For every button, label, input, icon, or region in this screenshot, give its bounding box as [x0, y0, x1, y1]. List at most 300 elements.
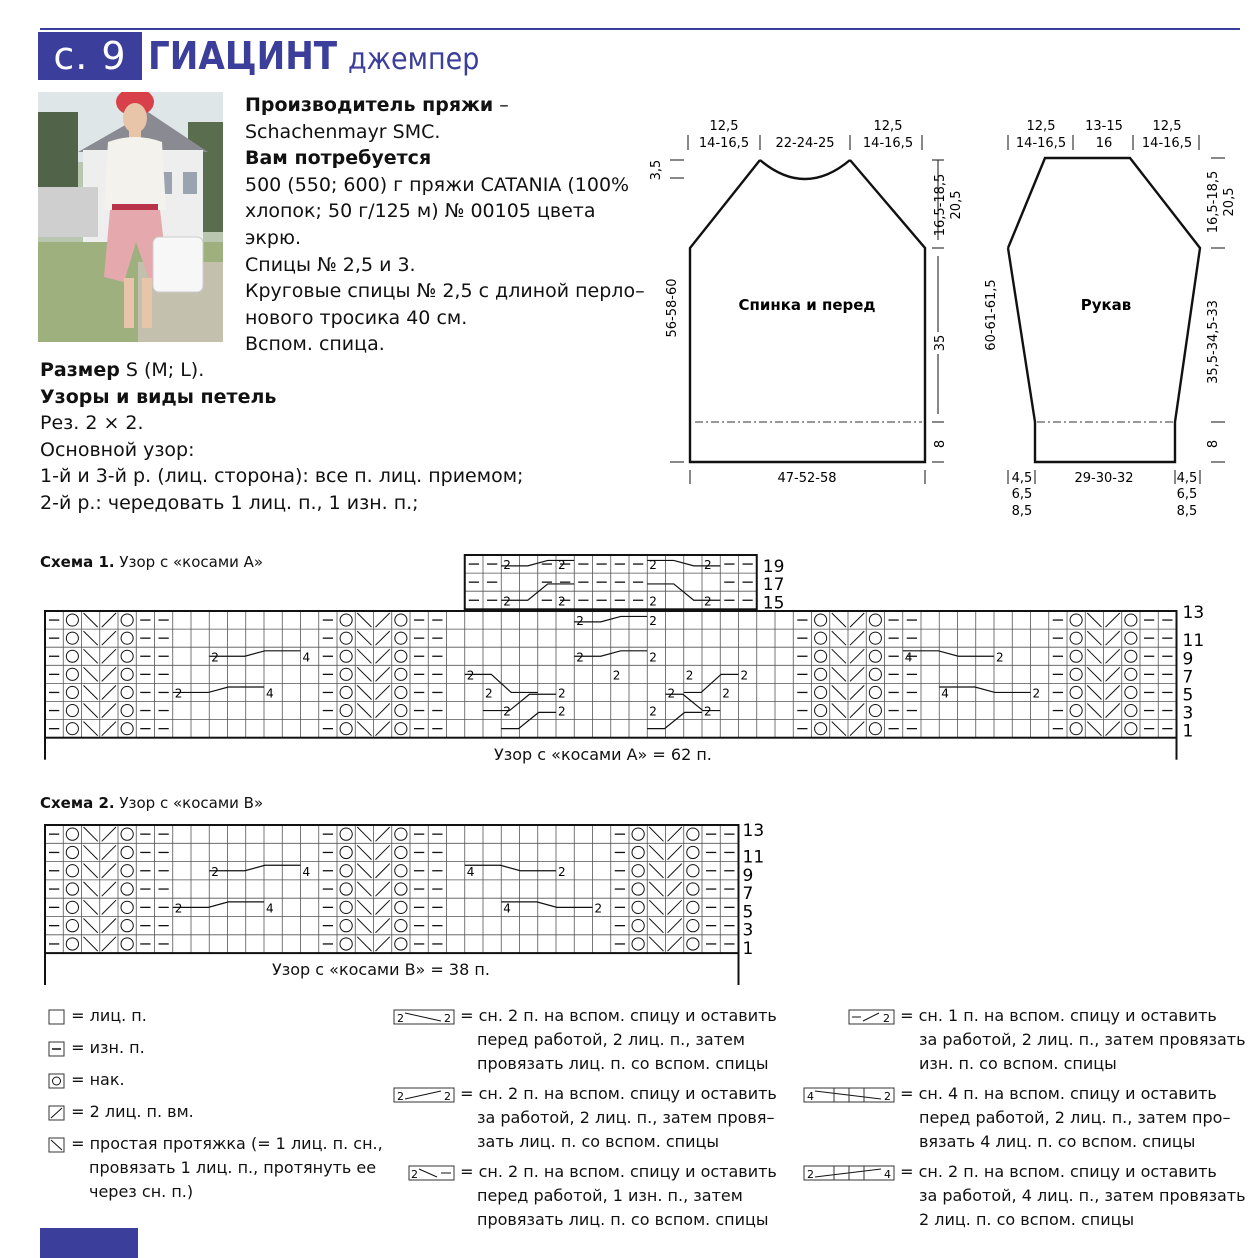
k2tog-mark [376, 704, 390, 718]
cable-count-label: 4 [302, 864, 311, 879]
yarn-over-mark [66, 723, 78, 735]
yarn-over-mark [1125, 650, 1137, 662]
k2tog-mark [1106, 649, 1120, 663]
skp-mark [357, 649, 371, 663]
skp-mark [649, 919, 663, 933]
yarn-over-mark [815, 650, 827, 662]
yarn-over-mark [1070, 650, 1082, 662]
yarn-over-mark [632, 920, 644, 932]
yarn-over-mark [340, 865, 352, 877]
legend-skp: провязать 1 лиц. п., протянуть ее [89, 1158, 377, 1177]
skp-mark [84, 685, 98, 699]
need-line: Вспом. спица. [245, 333, 385, 356]
cable-count-label: 2 [740, 668, 749, 683]
need-line: хлопок; 50 г/125 м) № 00105 цвета [245, 200, 596, 223]
k2tog-mark [850, 704, 864, 718]
yarn-over-mark [121, 686, 133, 698]
row-number: 13 [1182, 603, 1205, 624]
yarn-over-mark [395, 686, 407, 698]
skp-mark [84, 631, 98, 645]
dim-text: 14-16,5 [1015, 136, 1067, 151]
k2tog-mark [102, 613, 116, 627]
row-number: 9 [742, 865, 754, 886]
yarn-over-mark [66, 846, 78, 858]
yarn-over-mark [340, 686, 352, 698]
need-label: Вам потребуется [245, 147, 432, 170]
dim-text: 3,5 [649, 159, 664, 181]
dim-text: 8 [933, 439, 948, 449]
yarn-over-mark [121, 723, 133, 735]
cable-4-2-front-icon [803, 1087, 895, 1103]
k2tog-mark [102, 649, 116, 663]
yarn-over-mark [1125, 614, 1137, 626]
dim-text: 47-52-58 [777, 471, 837, 486]
yarn-over-mark [1070, 668, 1082, 680]
yarn-over-mark [66, 705, 78, 717]
yarn-over-mark [632, 901, 644, 913]
dim-text: 20,5 [1222, 187, 1237, 217]
dim-text: 16,5-18,5 [1206, 170, 1221, 234]
k2tog-mark [102, 919, 116, 933]
k2tog-mark [1106, 722, 1120, 736]
dim-text: 8 [1206, 439, 1221, 449]
yarn-over-mark [340, 668, 352, 680]
dim-text: 16 [1095, 136, 1113, 151]
yarn-over-mark [121, 650, 133, 662]
dim-text: 60-61-61,5 [984, 279, 999, 351]
materials-block [245, 92, 645, 358]
k2tog-mark [102, 631, 116, 645]
k2tog-mark [668, 827, 682, 841]
size-label: Размер [40, 359, 120, 381]
yarn-over-mark [395, 723, 407, 735]
cable-count-label: 2 [594, 901, 603, 916]
dim-text: 6,5 [1176, 487, 1198, 502]
dim-text: 13-15 [1085, 119, 1123, 134]
yarn-over-mark [632, 828, 644, 840]
yarn-over-mark [869, 686, 881, 698]
cable-count-label: 2 [174, 901, 183, 916]
row-number: 19 [762, 557, 785, 578]
skp-mark [1087, 722, 1101, 736]
dim-text: 14-16,5 [1141, 136, 1193, 151]
k2tog-mark [376, 722, 390, 736]
skp-mark [84, 667, 98, 681]
skp-mark [1087, 667, 1101, 681]
k2tog-mark [376, 845, 390, 859]
header-rule [40, 28, 1240, 30]
skp-mark [357, 937, 371, 951]
yarn-label: Производитель пряжи [245, 94, 494, 116]
schema2-caption: Узор с «косами В» = 38 п. [272, 960, 490, 979]
cable-count-label: 2 [576, 614, 584, 629]
cable-count-label: 2 [211, 864, 219, 879]
body-schematic [640, 110, 980, 530]
row-number: 5 [742, 902, 754, 923]
pattern-line: 1-й и 3-й р. (лиц. сторона): все п. лиц. приемом; [40, 465, 524, 488]
skp-mark [357, 900, 371, 914]
skp-mark [832, 631, 846, 645]
yarn-over-mark [340, 920, 352, 932]
skp-mark [84, 704, 98, 718]
skp-mark [649, 900, 663, 914]
k2tog-mark [1106, 685, 1120, 699]
need-line: нового тросика 40 см. [245, 306, 468, 329]
k2tog-mark [102, 704, 116, 718]
yarn-over-mark [632, 883, 644, 895]
svg-text:4: 4 [807, 1089, 814, 1103]
page-label: с. 9 [38, 32, 142, 80]
k2tog-mark [376, 649, 390, 663]
dim-text: 8,5 [1176, 504, 1198, 519]
yarn-over-mark [340, 705, 352, 717]
cable-2-4-back-icon [803, 1165, 895, 1181]
skp-mark [832, 667, 846, 681]
yarn-over-mark [395, 614, 407, 626]
cable-count-label: 2 [704, 594, 712, 609]
skp-mark [832, 685, 846, 699]
dim-text: 35 [933, 334, 948, 352]
purl-icon [48, 1041, 66, 1057]
k2tog-mark [102, 882, 116, 896]
yarn-over-mark [869, 723, 881, 735]
k2tog-mark [376, 613, 390, 627]
yarn-over-mark [687, 901, 699, 913]
skp-mark [84, 937, 98, 951]
cable-mark [173, 687, 264, 692]
cable-2-2-front-icon [393, 1009, 455, 1025]
skp-mark [84, 882, 98, 896]
yarn-over-mark [121, 614, 133, 626]
k2tog-mark [376, 685, 390, 699]
dim-text: 29-30-32 [1074, 471, 1134, 486]
page-number-tab [40, 1228, 138, 1258]
yarn-over-mark [395, 883, 407, 895]
cable-count-label: 2 [667, 686, 676, 701]
yarn-over-mark [340, 901, 352, 913]
cable-count-label: 2 [722, 686, 730, 701]
svg-text:2: 2 [884, 1089, 891, 1103]
row-number: 11 [742, 847, 765, 868]
yarn-over-mark [815, 723, 827, 735]
schema1-caption: Узор с «косами А» = 62 п. [494, 745, 712, 764]
patterns-label: Узоры и виды петель [40, 385, 277, 408]
k2tog-mark [102, 685, 116, 699]
skp-mark [84, 613, 98, 627]
yarn-over-mark [66, 901, 78, 913]
dim-text: 22-24-25 [775, 136, 835, 151]
yarn-over-mark [395, 705, 407, 717]
dim-text: 12,5 [709, 119, 739, 134]
yarn-over-mark [66, 828, 78, 840]
yarn-over-mark [121, 632, 133, 644]
legend-yo: = нак. [71, 1070, 125, 1089]
yarn-over-mark [1125, 705, 1137, 717]
yarn-over-mark [66, 938, 78, 950]
title-sub: джемпер [348, 42, 480, 77]
k2tog-mark [1106, 631, 1120, 645]
k2tog-mark [850, 613, 864, 627]
yarn-over-mark [869, 614, 881, 626]
row-number: 11 [1182, 631, 1205, 652]
cable-mark [903, 651, 994, 656]
legend-skp: через сн. п.) [89, 1182, 194, 1201]
skp-mark [357, 685, 371, 699]
yarn-over-mark [340, 883, 352, 895]
legend-col-3: 2 = сн. 1 п. на вспом. спицу и оставить за работой, 2 лиц. п., затем провязать изн. п. со вспом. спицы 4 2 = сн. 4 п. на вспом. спицу и оставить перед работой, 2 лиц. п., затем про– вязать 4 лиц. п. со вспом. спицы 2 4 = сн. 2 п. на вспом. спицу и оставить за работой, 4 лиц. п., затем провязать 2 лиц. п. со вспом. спицы [803, 1004, 1253, 1232]
k2tog-mark [1106, 613, 1120, 627]
yarn-over-mark [340, 632, 352, 644]
yarn-over-mark [121, 668, 133, 680]
yarn-value: – Schachenmayr SMC. [245, 94, 509, 143]
yarn-over-mark [395, 865, 407, 877]
cable-count-label: 2 [503, 704, 511, 719]
cable-count-label: 2 [174, 686, 183, 701]
cable-count-label: 4 [266, 901, 274, 916]
yarn-over-mark [687, 828, 699, 840]
yarn-over-mark [1125, 723, 1137, 735]
cable-mark [501, 902, 592, 907]
yarn-over-mark [632, 865, 644, 877]
need-line: Спицы № 2,5 и 3. [245, 253, 416, 276]
yarn-over-mark [1070, 632, 1082, 644]
cable-count-label: 4 [466, 864, 475, 879]
skp-mark [1087, 613, 1101, 627]
k2tog-mark [102, 937, 116, 951]
yarn-over-mark [395, 920, 407, 932]
yarn-over-mark [815, 668, 827, 680]
skp-mark [1087, 685, 1101, 699]
knit-icon [48, 1009, 66, 1025]
skp-mark [84, 864, 98, 878]
legend-col-1 [48, 1004, 388, 1204]
cable-2-1-front-icon [393, 1165, 455, 1181]
cable-count-label: 4 [503, 901, 511, 916]
dim-text: 4,5 [1176, 471, 1198, 486]
k2tog-mark [376, 631, 390, 645]
cable-mark [939, 687, 1030, 692]
skp-mark [84, 827, 98, 841]
yarn-over-mark [121, 938, 133, 950]
row-number: 7 [1182, 667, 1194, 688]
title-main: ГИАЦИНТ [148, 34, 338, 78]
size-value: S (M; L). [119, 359, 205, 381]
row-number: 1 [742, 938, 754, 959]
k2tog-mark [1106, 704, 1120, 718]
k2tog-mark [376, 827, 390, 841]
yarn-over-mark [687, 938, 699, 950]
skp-mark [357, 845, 371, 859]
yarn-over-mark [66, 920, 78, 932]
yarn-over-mark [395, 668, 407, 680]
yarn-over-mark [66, 668, 78, 680]
yarn-over-mark [340, 650, 352, 662]
yarn-over-mark [395, 828, 407, 840]
yarn-over-mark [340, 828, 352, 840]
yarn-over-mark [687, 920, 699, 932]
yarn-over-mark [340, 846, 352, 858]
cable-mark [209, 865, 300, 870]
yarn-over-mark [1070, 723, 1082, 735]
pattern-line: Основной узор: [40, 438, 195, 461]
skp-mark [357, 827, 371, 841]
yarn-over-mark [66, 650, 78, 662]
yarn-over-mark [340, 723, 352, 735]
k2tog-mark [102, 864, 116, 878]
cable-count-label: 4 [941, 686, 949, 701]
skp-mark [357, 704, 371, 718]
k2tog-mark [850, 722, 864, 736]
k2tog-mark [668, 882, 682, 896]
yarn-over-mark [815, 614, 827, 626]
yarn-over-mark [121, 828, 133, 840]
yarn-over-mark [1125, 632, 1137, 644]
skp-mark [357, 631, 371, 645]
yarn-over-mark [395, 938, 407, 950]
row-number: 3 [742, 920, 754, 941]
cable-count-label: 2 [558, 686, 566, 701]
yarn-over-mark [1125, 668, 1137, 680]
schema2-title: Схема 2. Узор с «косами В» [40, 794, 264, 812]
size-patterns-block [40, 357, 640, 517]
yarn-over-mark [1070, 705, 1082, 717]
yarn-over-mark [121, 920, 133, 932]
sleeve-schematic [975, 110, 1255, 530]
dim-text: 16,5-18,5 [933, 173, 948, 237]
cable-count-label: 2 [649, 614, 657, 629]
yarn-over-mark [869, 650, 881, 662]
cable-count-label: 2 [1032, 686, 1041, 701]
yarn-over-icon [48, 1073, 66, 1089]
need-line: экрю. [245, 226, 301, 249]
svg-text:4: 4 [884, 1167, 891, 1181]
yarn-over-mark [815, 632, 827, 644]
k2tog-mark [376, 864, 390, 878]
pattern-line: Рез. 2 × 2. [40, 412, 144, 435]
yarn-over-mark [121, 705, 133, 717]
k2tog-mark [1106, 667, 1120, 681]
skp-mark [84, 845, 98, 859]
k2tog-mark [850, 631, 864, 645]
cable-count-label: 2 [612, 668, 621, 683]
skp-icon [48, 1137, 66, 1153]
cable-count-label: 2 [649, 704, 657, 719]
cable-2-2-back-icon [393, 1087, 455, 1103]
yarn-over-mark [632, 938, 644, 950]
svg-text:2: 2 [883, 1011, 890, 1025]
cable-mark [465, 865, 556, 870]
k2tog-mark [376, 937, 390, 951]
k2tog-mark [668, 864, 682, 878]
dim-text: 8,5 [1011, 504, 1033, 519]
yarn-over-mark [395, 650, 407, 662]
yarn-over-mark [632, 846, 644, 858]
yarn-over-mark [815, 686, 827, 698]
cable-count-label: 4 [266, 686, 274, 701]
k2tog-mark [102, 845, 116, 859]
yarn-over-mark [687, 865, 699, 877]
k2tog-mark [376, 667, 390, 681]
k2tog-mark [668, 919, 682, 933]
pattern-line: 2-й р.: чередовать 1 лиц. п., 1 изн. п.; [40, 491, 419, 514]
cable-count-label: 2 [503, 594, 511, 609]
skp-mark [649, 882, 663, 896]
skp-mark [649, 827, 663, 841]
cable-count-label: 2 [466, 668, 475, 683]
legend-knit: = лиц. п. [71, 1006, 147, 1025]
skp-mark [649, 937, 663, 951]
k2tog-mark [102, 667, 116, 681]
cable-count-label: 2 [704, 558, 712, 573]
yarn-over-mark [340, 938, 352, 950]
yarn-over-mark [1070, 686, 1082, 698]
cable-count-label: 2 [649, 650, 657, 665]
skp-mark [357, 667, 371, 681]
yarn-over-mark [395, 632, 407, 644]
yarn-over-mark [815, 705, 827, 717]
skp-mark [357, 722, 371, 736]
skp-mark [1087, 704, 1101, 718]
dim-text: 20,5 [949, 190, 964, 220]
schema1-chart [0, 545, 1260, 775]
yarn-over-mark [66, 865, 78, 877]
yarn-over-mark [121, 901, 133, 913]
k2tog-mark [102, 900, 116, 914]
cable-count-label: 2 [649, 558, 657, 573]
cable-mark [173, 902, 264, 907]
row-number: 15 [762, 593, 785, 614]
sleeve-label: Рукав [1080, 296, 1132, 314]
skp-mark [1087, 631, 1101, 645]
k2tog-mark [376, 900, 390, 914]
cable-count-label: 2 [685, 668, 694, 683]
yarn-over-mark [121, 865, 133, 877]
yarn-over-mark [66, 614, 78, 626]
body-label: Спинка и перед [738, 296, 876, 314]
svg-text:2: 2 [397, 1011, 404, 1025]
legend-skp: = простая протяжка (= 1 лиц. п. сн., [71, 1134, 383, 1153]
svg-text:2: 2 [444, 1089, 451, 1103]
yarn-over-mark [869, 668, 881, 680]
model-photo [38, 92, 223, 342]
k2tog-mark [850, 667, 864, 681]
cable-count-label: 2 [704, 704, 712, 719]
skp-mark [832, 704, 846, 718]
k2tog-mark [376, 882, 390, 896]
k2tog-mark [850, 685, 864, 699]
yarn-over-mark [340, 614, 352, 626]
cable-count-label: 2 [649, 594, 657, 609]
row-number: 17 [762, 575, 785, 596]
schema1-title: Схема 1. Узор с «косами А» [40, 553, 264, 571]
yarn-over-mark [687, 846, 699, 858]
k2tog-icon [48, 1105, 66, 1121]
k2tog-mark [102, 827, 116, 841]
svg-text:2: 2 [444, 1011, 451, 1025]
skp-mark [84, 900, 98, 914]
k2tog-mark [376, 919, 390, 933]
cable-count-label: 2 [485, 686, 493, 701]
row-number: 9 [1182, 649, 1194, 670]
k2tog-mark [102, 722, 116, 736]
yarn-over-mark [869, 705, 881, 717]
skp-mark [649, 864, 663, 878]
dim-text: 12,5 [873, 119, 903, 134]
yarn-over-mark [395, 901, 407, 913]
skp-mark [357, 864, 371, 878]
svg-text:2: 2 [411, 1167, 418, 1181]
yarn-over-mark [1125, 686, 1137, 698]
